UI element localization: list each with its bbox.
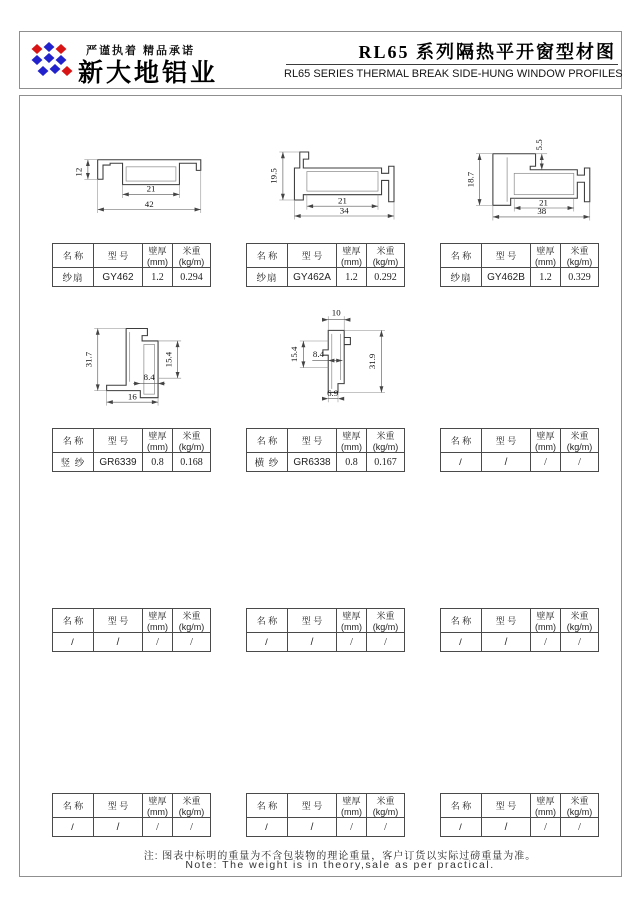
dim-label: 6.9: [327, 388, 339, 399]
page-title: RL65 系列隔热平开窗型材图: [358, 42, 616, 62]
header-name: 名 称: [441, 609, 482, 633]
header-weight: 米重(kg/m): [173, 794, 211, 818]
header-name: 名 称: [441, 429, 482, 453]
table-row: [441, 268, 599, 287]
header-model: 型 号: [94, 429, 143, 453]
header-thickness: 壁厚(mm): [531, 609, 561, 633]
company-logo: [27, 40, 75, 84]
header-weight: 米重(kg/m): [367, 794, 405, 818]
cell-model: /: [288, 633, 337, 652]
spec-table-empty: [52, 793, 211, 837]
cell-weight: /: [561, 633, 599, 652]
dim-label: 15.4: [289, 346, 300, 363]
spec-table-empty: [246, 608, 405, 652]
header-thickness: 壁厚(mm): [337, 794, 367, 818]
profile-drawing-gy462b: [444, 127, 604, 225]
spec-table-empty: [440, 793, 599, 837]
dim-label: 8.4: [312, 348, 325, 359]
cell-thickness: /: [531, 633, 561, 652]
table-row: [441, 453, 599, 472]
page-subtitle: RL65 SERIES THERMAL BREAK SIDE-HUNG WINDOW PROFILES: [284, 68, 623, 80]
cell-name: /: [441, 818, 482, 837]
header-name: 名 称: [247, 794, 288, 818]
table-row: [247, 633, 405, 652]
header-weight: 米重(kg/m): [561, 794, 599, 818]
footer-note-en: Note: The weight is in theory,sale as per practical.: [185, 859, 495, 871]
dim-label: 18.7: [465, 171, 476, 188]
header-thickness: 壁厚(mm): [531, 244, 561, 268]
cell-thickness: 1.2: [531, 268, 561, 287]
header-name: 名 称: [247, 244, 288, 268]
header-model: 型 号: [94, 244, 143, 268]
cell-name: 横 纱: [247, 453, 288, 472]
cell-thickness: /: [143, 633, 173, 652]
spec-table-empty: [440, 608, 599, 652]
cell-thickness: /: [337, 633, 367, 652]
cell-thickness: /: [143, 818, 173, 837]
table-row: [53, 268, 211, 287]
header-thickness: 壁厚(mm): [143, 429, 173, 453]
header-thickness: 壁厚(mm): [337, 609, 367, 633]
dim-label: 5.5: [533, 139, 544, 151]
dim-label: 8.4: [143, 371, 155, 382]
spec-table-empty: [52, 608, 211, 652]
cell-name: 纱扇: [441, 268, 482, 287]
cell-model: GY462A: [288, 268, 337, 287]
dim-label: 16: [127, 391, 137, 402]
header-name: 名 称: [441, 244, 482, 268]
dim-label: 31.7: [83, 351, 94, 368]
header-name: 名 称: [441, 794, 482, 818]
cell-thickness: 1.2: [143, 268, 173, 287]
cell-model: GR6339: [94, 453, 143, 472]
cell-weight: /: [173, 818, 211, 837]
header-model: 型 号: [288, 429, 337, 453]
cell-thickness: 0.8: [143, 453, 173, 472]
header-model: 型 号: [482, 609, 531, 633]
cell-weight: 0.329: [561, 268, 599, 287]
profile-drawing-gr6338: [250, 302, 410, 404]
spec-table-gr6338: [246, 428, 405, 472]
dim-label: 15.4: [163, 351, 174, 368]
dim-label: 38: [537, 206, 547, 217]
table-row: [247, 453, 405, 472]
cell-model: /: [482, 818, 531, 837]
header-model: 型 号: [288, 609, 337, 633]
dim-label: 19.5: [268, 168, 279, 184]
cell-model: /: [94, 633, 143, 652]
dim-label: 12: [73, 167, 84, 177]
title-divider: [286, 64, 618, 65]
spec-table-empty: [246, 793, 405, 837]
spec-table-gy462a: [246, 243, 405, 287]
header-weight: 米重(kg/m): [561, 429, 599, 453]
dim-label: 34: [339, 205, 349, 216]
table-row: [441, 818, 599, 837]
header-model: 型 号: [288, 244, 337, 268]
footer-note-cn: 注: 图表中标明的重量为不含包装物的理论重量，客户订货以实际过磅重量为准。: [143, 851, 537, 862]
header-weight: 米重(kg/m): [173, 609, 211, 633]
cell-name: /: [53, 818, 94, 837]
cell-weight: 0.292: [367, 268, 405, 287]
cell-name: /: [247, 818, 288, 837]
cell-thickness: 1.2: [337, 268, 367, 287]
header-weight: 米重(kg/m): [561, 244, 599, 268]
cell-weight: /: [561, 818, 599, 837]
table-row: [53, 633, 211, 652]
header-weight: 米重(kg/m): [367, 609, 405, 633]
cell-name: 纱扇: [53, 268, 94, 287]
cell-name: /: [53, 633, 94, 652]
header-thickness: 壁厚(mm): [337, 244, 367, 268]
cell-weight: /: [561, 453, 599, 472]
dim-label: 21: [146, 183, 156, 194]
profile-drawing-gy462: [55, 133, 215, 222]
header-model: 型 号: [482, 429, 531, 453]
cell-name: /: [441, 453, 482, 472]
header-model: 型 号: [94, 609, 143, 633]
cell-thickness: /: [531, 453, 561, 472]
cell-model: /: [482, 453, 531, 472]
cell-weight: 0.167: [367, 453, 405, 472]
header-name: 名 称: [53, 244, 94, 268]
header-thickness: 壁厚(mm): [143, 609, 173, 633]
header-thickness: 壁厚(mm): [531, 794, 561, 818]
table-row: [247, 818, 405, 837]
header-weight: 米重(kg/m): [561, 609, 599, 633]
cell-weight: 0.294: [173, 268, 211, 287]
table-row: [247, 268, 405, 287]
dim-label: 21: [338, 195, 347, 206]
company-slogan: 严谨执着 精品承诺: [86, 45, 196, 57]
header-model: 型 号: [288, 794, 337, 818]
header-model: 型 号: [94, 794, 143, 818]
dim-label: 42: [144, 198, 154, 209]
profile-drawing-gr6339: [55, 309, 215, 411]
table-row: [53, 818, 211, 837]
cell-weight: /: [173, 633, 211, 652]
header-model: 型 号: [482, 244, 531, 268]
cell-model: GY462B: [482, 268, 531, 287]
header-thickness: 壁厚(mm): [143, 794, 173, 818]
dim-label: 21: [539, 197, 548, 208]
header-weight: 米重(kg/m): [367, 429, 405, 453]
profile-drawing-gy462a: [250, 127, 410, 225]
header-thickness: 壁厚(mm): [531, 429, 561, 453]
header-name: 名 称: [53, 794, 94, 818]
cell-weight: 0.168: [173, 453, 211, 472]
cell-name: 竖 纱: [53, 453, 94, 472]
company-name: 新大地铝业: [78, 58, 219, 87]
header-name: 名 称: [247, 609, 288, 633]
cell-model: /: [482, 633, 531, 652]
cell-model: GY462: [94, 268, 143, 287]
cell-model: GR6338: [288, 453, 337, 472]
spec-table-gy462b: [440, 243, 599, 287]
header-name: 名 称: [247, 429, 288, 453]
cell-thickness: /: [531, 818, 561, 837]
header-name: 名 称: [53, 609, 94, 633]
header-weight: 米重(kg/m): [173, 244, 211, 268]
spec-table-gy462: [52, 243, 211, 287]
cell-name: /: [441, 633, 482, 652]
header-model: 型 号: [482, 794, 531, 818]
cell-weight: /: [367, 633, 405, 652]
header-thickness: 壁厚(mm): [143, 244, 173, 268]
cell-model: /: [94, 818, 143, 837]
spec-table-gr6339: [52, 428, 211, 472]
header-thickness: 壁厚(mm): [337, 429, 367, 453]
dim-label: 31.9: [367, 353, 378, 370]
spec-table-empty: [440, 428, 599, 472]
table-row: [53, 453, 211, 472]
dim-label: 10: [331, 307, 341, 318]
header-weight: 米重(kg/m): [173, 429, 211, 453]
cell-weight: /: [367, 818, 405, 837]
header-weight: 米重(kg/m): [367, 244, 405, 268]
cell-name: /: [247, 633, 288, 652]
cell-model: /: [288, 818, 337, 837]
table-row: [441, 633, 599, 652]
cell-name: 纱扇: [247, 268, 288, 287]
cell-thickness: 0.8: [337, 453, 367, 472]
header-name: 名 称: [53, 429, 94, 453]
cell-thickness: /: [337, 818, 367, 837]
